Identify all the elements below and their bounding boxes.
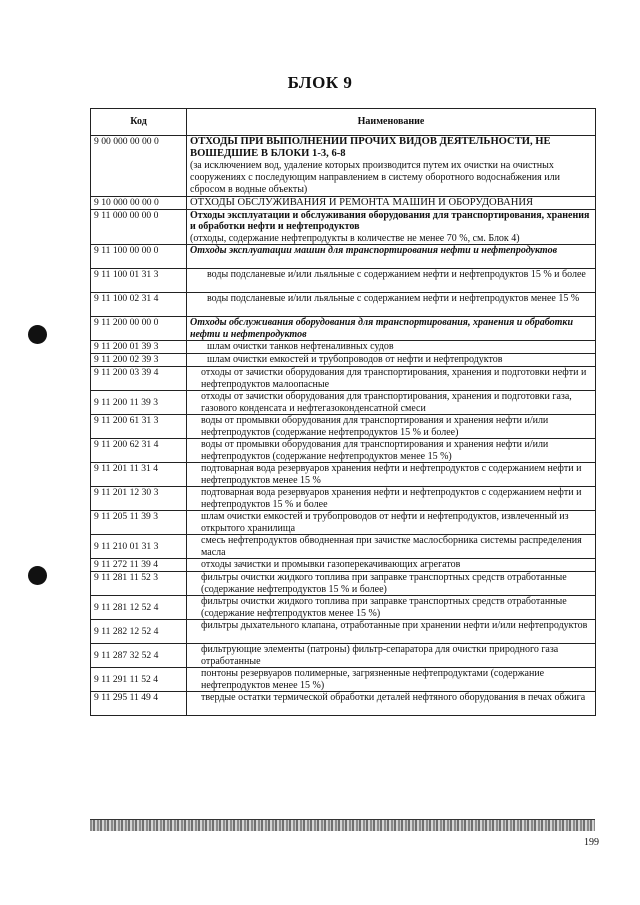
table-row [91,487,596,511]
row-name: шлам очистки емкостей и трубопроводов от нефти и нефтепродуктов [187,354,596,367]
binder-hole-bottom [28,566,47,585]
row-code: 9 11 200 11 39 3 [91,391,187,415]
scan-artifact-strip [90,819,595,831]
row-name: фильтры очистки жидкого топлива при заправке транспортных средств отработанные (содержание нефтепродуктов менее 15 %) [187,596,596,620]
row-code: 9 11 281 12 52 4 [91,596,187,620]
table-row [91,439,596,463]
row-name: ОТХОДЫ ОБСЛУЖИВАНИЯ И РЕМОНТА МАШИН И ОБОРУДОВАНИЯ [187,197,596,210]
row-code: 9 11 295 11 49 4 [91,692,187,716]
table-row [91,293,596,317]
header-name: Наименование [187,109,596,136]
table-row [91,644,596,668]
row-name: шлам очистки танков нефтеналивных судов [187,341,596,354]
row-code: 9 11 100 01 31 3 [91,269,187,293]
table-row [91,367,596,391]
row-name-text: Отходы эксплуатации и обслуживания оборудования для транспортирования, хранения и обработки нефти и нефтепродуктов [190,210,590,233]
row-name: шлам очистки емкостей и трубопроводов от нефти и нефтепродуктов, извлеченный из открытого хранилища [187,511,596,535]
row-code: 9 11 201 11 31 4 [91,463,187,487]
table-row [91,197,596,210]
row-name: смесь нефтепродуктов обводненная при зачистке маслосборника системы распределения масла [187,535,596,559]
row-name: воды подсланевые и/или льяльные с содержанием нефти и нефтепродуктов 15 % и более [187,269,596,293]
row-name: отходы от зачистки оборудования для транспортирования, хранения и подготовки нефти и нефтепродуктов малоопасные [187,367,596,391]
binder-hole-top [28,325,47,344]
row-code: 9 11 200 01 39 3 [91,341,187,354]
row-code: 9 11 200 62 31 4 [91,439,187,463]
table-row [91,535,596,559]
table-row [91,415,596,439]
table-row [91,317,596,341]
table-row [91,620,596,644]
table-row [91,341,596,354]
row-code: 9 00 000 00 00 0 [91,136,187,197]
row-code: 9 11 100 02 31 4 [91,293,187,317]
page-number: 199 [584,837,599,848]
table-row [91,559,596,572]
row-code: 9 11 200 02 39 3 [91,354,187,367]
row-code: 9 11 282 12 52 4 [91,620,187,644]
table-row [91,391,596,415]
row-note: (за исключением вод, удаление которых производится путем их очистки на очистных сооружениях с последующим направлением в систему оборотного водоснабжения или сбросом в водные объекты) [190,160,560,195]
row-name: подтоварная вода резервуаров хранения нефти и нефтепродуктов с содержанием нефти и нефтепродуктов менее 15 % [187,463,596,487]
table-row [91,269,596,293]
row-name: Отходы обслуживания оборудования для транспортирования, хранения и обработки нефти и нефтепродуктов [187,317,596,341]
row-name: Отходы эксплуатации машин для транспортирования нефти и нефтепродуктов [187,245,596,269]
row-name: фильтрующие элементы (патроны) фильтр-сепаратора для очистки природного газа отработанные [187,644,596,668]
row-code: 9 11 287 32 52 4 [91,644,187,668]
table-row [91,596,596,620]
row-code: 9 11 201 12 30 3 [91,487,187,511]
table-row [91,692,596,716]
row-name [187,210,596,245]
row-code: 9 11 205 11 39 3 [91,511,187,535]
table-row [91,463,596,487]
table-row [91,354,596,367]
row-code: 9 11 000 00 00 0 [91,210,187,245]
row-name: твердые остатки термической обработки деталей нефтяного оборудования в печах обжига [187,692,596,716]
row-code: 9 11 200 61 31 3 [91,415,187,439]
row-code: 9 11 281 11 52 3 [91,572,187,596]
row-name: воды подсланевые и/или льяльные с содержанием нефти и нефтепродуктов менее 15 % [187,293,596,317]
row-code: 9 11 272 11 39 4 [91,559,187,572]
table-header-row [91,109,596,136]
table-row [91,668,596,692]
row-code: 9 11 200 00 00 0 [91,317,187,341]
header-code: Код [91,109,187,136]
row-code: 9 11 200 03 39 4 [91,367,187,391]
row-name: воды от промывки оборудования для транспортирования и хранения нефти и/или нефтепродуктов (содержание нефтепродуктов 15 % и более) [187,415,596,439]
row-name: отходы от зачистки оборудования для транспортирования, хранения и подготовки газа, газового конденсата и нефтегазоконденсатной смеси [187,391,596,415]
row-name: фильтры дыхательного клапана, отработанные при хранении нефти и/или нефтепродуктов [187,620,596,644]
row-code: 9 11 100 00 00 0 [91,245,187,269]
row-name-text: ОТХОДЫ ПРИ ВЫПОЛНЕНИИ ПРОЧИХ ВИДОВ ДЕЯТЕЛЬНОСТИ, НЕ ВОШЕДШИЕ В БЛОКИ 1-3, 6-8 [190,136,551,159]
table-row [91,136,596,197]
row-code: 9 11 210 01 31 3 [91,535,187,559]
table-row [91,245,596,269]
page-title: БЛОК 9 [287,73,353,92]
row-name [187,136,596,197]
row-code: 9 10 000 00 00 0 [91,197,187,210]
row-code: 9 11 291 11 52 4 [91,668,187,692]
row-name: подтоварная вода резервуаров хранения нефти и нефтепродуктов с содержанием нефти и нефтепродуктов 15 % и более [187,487,596,511]
row-name: воды от промывки оборудования для транспортирования и хранения нефти и/или нефтепродуктов (содержание нефтепродуктов менее 15 %) [187,439,596,463]
table-row [91,572,596,596]
row-note: (отходы, содержание нефтепродукты в количестве не менее 70 %, см. Блок 4) [190,232,520,244]
row-name: отходы зачистки и промывки газоперекачивающих агрегатов [187,559,596,572]
row-name: понтоны резервуаров полимерные, загрязненные нефтепродуктами (содержание нефтепродуктов менее 15 %) [187,668,596,692]
table-row [91,210,596,245]
waste-codes-table [90,108,596,716]
table-row [91,511,596,535]
row-name: фильтры очистки жидкого топлива при заправке транспортных средств отработанные (содержание нефтепродуктов 15 % и более) [187,572,596,596]
